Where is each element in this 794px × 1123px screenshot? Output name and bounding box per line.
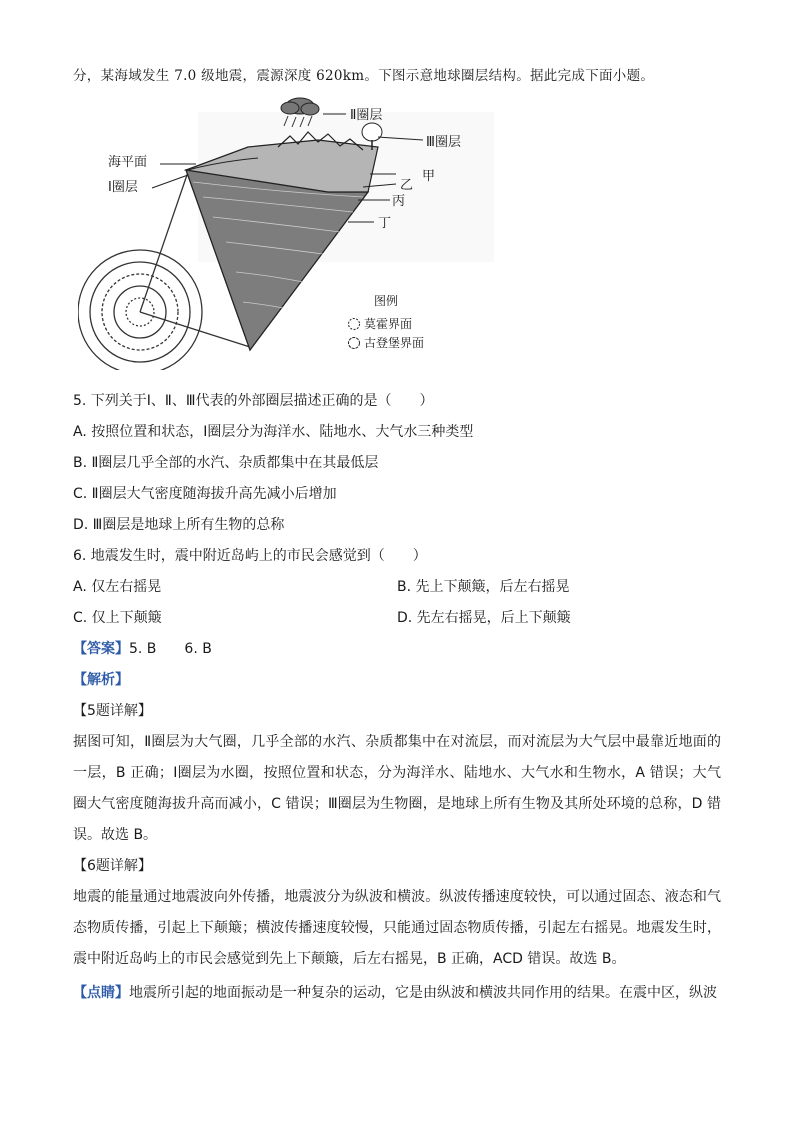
label-layer1: Ⅰ圈层 — [108, 180, 138, 195]
q5-stem: 5. 下列关于Ⅰ、Ⅱ、Ⅲ代表的外部圈层描述正确的是（ ） — [73, 393, 434, 409]
q6-option-b: B. 先上下颠簸，后左右摇晃 — [397, 579, 570, 595]
legend-moho: 莫霍界面 — [364, 317, 413, 331]
legend-gutenberg-symbol — [349, 338, 360, 349]
q6-option-d: D. 先左右摇晃，后上下颠簸 — [397, 610, 571, 626]
legend — [349, 293, 425, 350]
detail5-label: 【5题详解】 — [73, 703, 152, 719]
detail6-label: 【6题详解】 — [73, 858, 152, 874]
label-jia: 甲 — [422, 169, 436, 184]
analysis-label: 【解析】 — [73, 672, 129, 688]
tip-label: 【点睛】 — [73, 985, 129, 1001]
analysis-line — [73, 670, 129, 690]
q5-option-a: A. 按照位置和状态，Ⅰ圈层分为海洋水、陆地水、大气水三种类型 — [73, 424, 474, 440]
q5-option-d: D. Ⅲ圈层是地球上所有生物的总称 — [73, 517, 285, 533]
legend-title: 图例 — [374, 294, 399, 308]
answer-text: 5. B 6. B — [129, 641, 212, 657]
q6-option-a: A. 仅左右摇晃 — [73, 579, 162, 595]
tip-line — [73, 983, 717, 1003]
q5-option-c: C. Ⅱ圈层大气密度随海拔升高先减小后增加 — [73, 486, 337, 502]
answer-line — [73, 639, 212, 659]
label-layer3: Ⅲ圈层 — [426, 135, 461, 150]
label-ding: 丁 — [378, 216, 392, 231]
earth-layers-figure — [78, 92, 494, 370]
intro-text: 分，某海域发生 7.0 级地震，震源深度 620km。下图示意地球圈层结构。据此完成下面小题。 — [73, 68, 655, 84]
label-sea-level: 海平面 — [108, 155, 148, 170]
legend-moho-symbol — [349, 319, 360, 330]
answer-label: 【答案】 — [73, 641, 129, 657]
legend-gutenberg: 古登堡界面 — [364, 336, 425, 350]
detail5-text: 据图可知，Ⅱ圈层为大气圈，几乎全部的水汽、杂质都集中在对流层，而对流层为大气层中最靠近地面的一层，B 正确；Ⅰ圈层为水圈，按照位置和状态，分为海洋水、陆地水、大气水和生物水，A 错误；大气圈大气密度随海拔升高而减小，C 错误；Ⅲ圈层为生物圈，是地球上所有生物及其所处环境的总称，D 错误。故选 B。 — [73, 734, 721, 843]
label-yi: 乙 — [400, 178, 414, 193]
detail6-text: 地震的能量通过地震波向外传播，地震波分为纵波和横波。纵波传播速度较快，可以通过固态、液态和气态物质传播，引起上下颠簸；横波传播速度较慢，只能通过固态物质传播，引起左右摇晃。地震发生时，震中附近岛屿上的市民会感觉到先上下颠簸，后左右摇晃，B 正确，ACD 错误。故选 B。 — [73, 889, 721, 967]
q6-stem: 6. 地震发生时，震中附近岛屿上的市民会感觉到（ ） — [73, 548, 427, 564]
q6-option-c: C. 仅上下颠簸 — [73, 610, 162, 626]
label-bing: 丙 — [392, 194, 406, 209]
q5-option-b: B. Ⅱ圈层几乎全部的水汽、杂质都集中在其最低层 — [73, 455, 379, 471]
tip-text: 地震所引起的地面振动是一种复杂的运动，它是由纵波和横波共同作用的结果。在震中区，纵波 — [129, 985, 717, 1001]
label-layer2: Ⅱ圈层 — [350, 108, 383, 123]
